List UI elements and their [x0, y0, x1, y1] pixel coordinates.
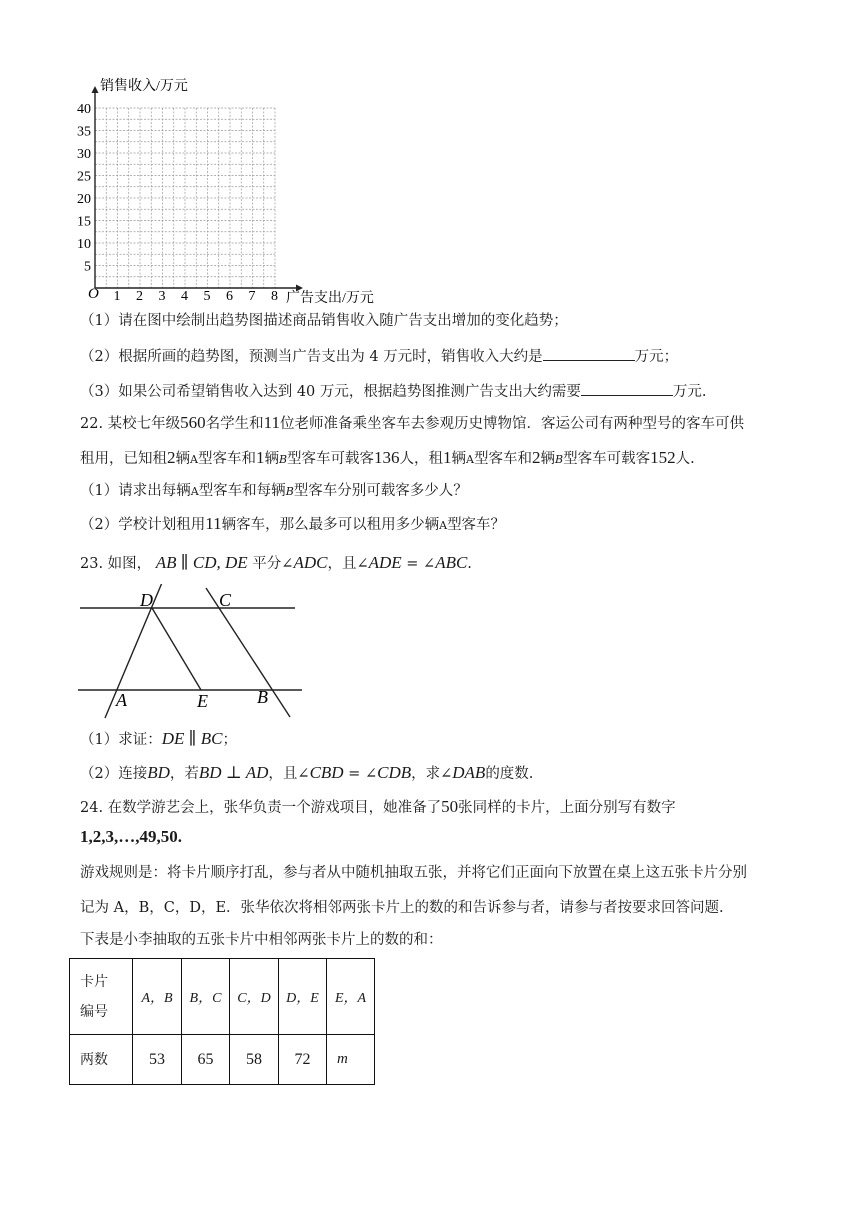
q24-text: 24. 在数学游艺会上，张华负责一个游戏项目，她准备了 — [80, 800, 442, 816]
table-row-header — [70, 959, 375, 1035]
q22-type-a: A — [439, 519, 448, 532]
q23-math: CBD — [309, 763, 344, 782]
table-col-de: D，E — [279, 959, 327, 1035]
q23-math: BD ⊥ AD — [198, 763, 269, 782]
q22-type-b: B — [278, 453, 288, 466]
q24-table-intro: 下表是小李抽取的五张卡片中相邻两张卡片上的数的和： — [80, 932, 443, 948]
q22-text: 型客车分别可载客多少人？ — [293, 483, 468, 499]
q22-number: 1 — [443, 448, 452, 467]
q21-answer-blank-1[interactable] — [543, 346, 635, 361]
q23-text: = ∠ — [343, 766, 378, 782]
q22-type-a: A — [190, 453, 198, 466]
q22-number: 1 — [255, 448, 265, 467]
q21-part3 — [80, 381, 707, 402]
q22-number: 11 — [263, 413, 281, 432]
q23-text: ，且∠ — [268, 766, 310, 782]
x-tick-label: 5 — [203, 289, 211, 304]
table-header-cell — [70, 959, 133, 1035]
chart-grid — [95, 108, 275, 288]
q23-part1 — [80, 729, 237, 750]
table-col-ab: A，B — [133, 959, 182, 1035]
x-tick-label: 6 — [226, 289, 233, 304]
q23-math: ABC — [435, 553, 468, 572]
segment-de — [152, 608, 201, 690]
q22-text: 辆客车，那么最多可以租用多少辆 — [221, 517, 440, 533]
q24-rule-line2: 记为 A，B，C，D，E．张华依次将相邻两张卡片上的数的和告诉参与者，请参与者按要求回答问题. — [80, 900, 724, 916]
point-label-e: E — [197, 691, 208, 711]
sales-chart — [70, 70, 400, 310]
y-axis-label: 销售收入/万元 — [100, 79, 188, 94]
q22-number: 560 — [180, 413, 206, 432]
chart-ticks — [77, 102, 278, 304]
y-tick-label: 40 — [77, 102, 91, 117]
q22-type-b: B — [555, 453, 564, 466]
q22-part1 — [80, 481, 468, 502]
q23-math: DAB — [452, 763, 486, 782]
q22-text: 名学生和 — [205, 416, 264, 432]
x-axis-label: 广告支出/万元 — [286, 291, 374, 306]
table-value-de: 72 — [279, 1035, 327, 1085]
q23-text: ，若 — [169, 766, 199, 782]
q22-text: 辆 — [175, 451, 190, 467]
point-label-d: D — [140, 590, 153, 610]
y-tick-label: 5 — [84, 259, 91, 275]
table-value-cd: 58 — [230, 1035, 279, 1085]
q23-text: . — [467, 556, 472, 572]
q22-part2 — [80, 514, 505, 536]
q22-text: 辆 — [540, 451, 555, 467]
table-value-bc: 65 — [182, 1035, 230, 1085]
q21-part3-unit: 万元. — [672, 384, 707, 400]
q23-math: ADC — [293, 553, 328, 572]
x-tick-label: 4 — [181, 289, 188, 304]
q23-text: ，求∠ — [411, 766, 453, 782]
q22-type-a: A — [466, 453, 474, 466]
q24-text: 张同样的卡片，上面分别写有数字 — [458, 800, 676, 816]
q23-statement — [80, 553, 472, 574]
q23-text: 的度数. — [485, 766, 534, 782]
y-tick-label: 35 — [77, 124, 91, 140]
table-header-line1: 卡片 — [80, 973, 108, 990]
q23-math: AB ∥ CD, DE — [155, 553, 248, 572]
q22-text: 型客车？ — [447, 517, 506, 533]
q22-type-a: A — [190, 485, 199, 498]
y-tick-label: 20 — [77, 192, 91, 207]
q23-math: BD — [147, 763, 170, 782]
q22-line1 — [80, 413, 744, 434]
point-label-b: B — [257, 687, 268, 707]
q23-text: ； — [222, 732, 237, 748]
q22-type-b: B — [285, 485, 294, 498]
q23-math: CDB — [377, 763, 412, 782]
q21-part3-text: （3）如果公司希望销售收入达到 40 万元，根据趋势图推测广告支出大约需要 — [80, 384, 581, 400]
q22-text: （1）请求出每辆 — [80, 483, 191, 499]
q22-text: 型客车和 — [197, 451, 256, 467]
q22-line2 — [80, 448, 695, 470]
q22-text: 人，租 — [399, 451, 444, 467]
table-row-values — [70, 1035, 375, 1085]
q22-number: 152 — [650, 448, 676, 467]
q22-text: 辆 — [451, 451, 467, 467]
q22-number: 2 — [167, 448, 176, 467]
q23-math: ADE — [368, 553, 402, 572]
q23-part2 — [80, 763, 533, 784]
point-label-a: A — [116, 690, 127, 710]
q22-number: 11 — [205, 514, 222, 533]
q22-text: 辆 — [264, 451, 279, 467]
q21-part2 — [80, 346, 678, 367]
q22-text: 型客车和 — [474, 451, 532, 467]
chart-axes — [92, 86, 304, 292]
q24-rule-line1: 游戏规则是：将卡片顺序打乱，参与者从中随机抽取五张，并将它们正面向下放置在桌上这五张卡片分别 — [80, 865, 747, 881]
table-row-label: 两数 — [70, 1035, 133, 1085]
origin-label: O — [88, 286, 99, 302]
q22-text: 型客车可载客 — [563, 451, 651, 467]
q22-text: 人. — [675, 451, 695, 467]
q22-text: 位老师准备乘坐客车去参观历史博物馆．客运公司有两种型号的客车可供 — [280, 416, 745, 432]
x-tick-label: 7 — [248, 289, 256, 304]
point-label-c: C — [219, 590, 232, 610]
y-tick-label: 25 — [77, 169, 91, 185]
x-tick-label: 3 — [158, 289, 166, 304]
y-tick-label: 30 — [77, 147, 91, 162]
y-tick-label: 15 — [77, 214, 91, 230]
q24-card-table — [69, 958, 375, 1085]
q23-text: ，且∠ — [327, 556, 369, 572]
table-col-ea: E，A — [327, 959, 375, 1035]
q21-answer-blank-2[interactable] — [581, 381, 673, 396]
q23-text: 平分∠ — [252, 556, 294, 572]
y-axis-arrow — [92, 86, 99, 93]
q23-text: （1）求证： — [80, 732, 162, 748]
q22-text: （2）学校计划租用 — [80, 517, 206, 533]
x-tick-label: 2 — [136, 289, 143, 304]
q23-math: DE ∥ BC — [161, 729, 223, 748]
x-tick-label: 1 — [113, 289, 121, 304]
table-value-ea: m — [327, 1035, 375, 1085]
q22-text: 型客车和每辆 — [198, 483, 286, 499]
q21-part2-unit: 万元； — [634, 349, 679, 365]
q23-text: （2）连接 — [80, 766, 148, 782]
segment-ad — [105, 584, 164, 718]
q22-number: 2 — [532, 448, 541, 467]
q23-text: 23. 如图， — [80, 556, 152, 572]
q23-geometry-figure — [70, 584, 310, 724]
q21-part2-text: （2）根据所画的趋势图，预测当广告支出为 4 万元时，销售收入大约是 — [80, 349, 543, 365]
q24-sequence: 1,2,3,…,49,50. — [80, 827, 182, 846]
q22-text: 租用，已知租 — [80, 451, 167, 467]
q23-text: = ∠ — [401, 556, 436, 572]
table-col-cd: C，D — [230, 959, 279, 1035]
q21-part1: （1）请在图中绘制出趋势图描述商品销售收入随广告支出增加的变化趋势； — [80, 313, 568, 329]
q22-text: 型客车可载客 — [287, 451, 375, 467]
q22-number: 136 — [374, 448, 400, 467]
table-col-bc: B，C — [182, 959, 230, 1035]
table-header-line2: 编号 — [80, 1003, 108, 1020]
q24-number: 50 — [441, 797, 459, 816]
q22-text: 22. 某校七年级 — [80, 416, 181, 432]
x-tick-label: 8 — [271, 289, 278, 304]
table-value-ab: 53 — [133, 1035, 182, 1085]
q24-line1 — [80, 797, 676, 818]
y-tick-label: 10 — [77, 237, 91, 252]
